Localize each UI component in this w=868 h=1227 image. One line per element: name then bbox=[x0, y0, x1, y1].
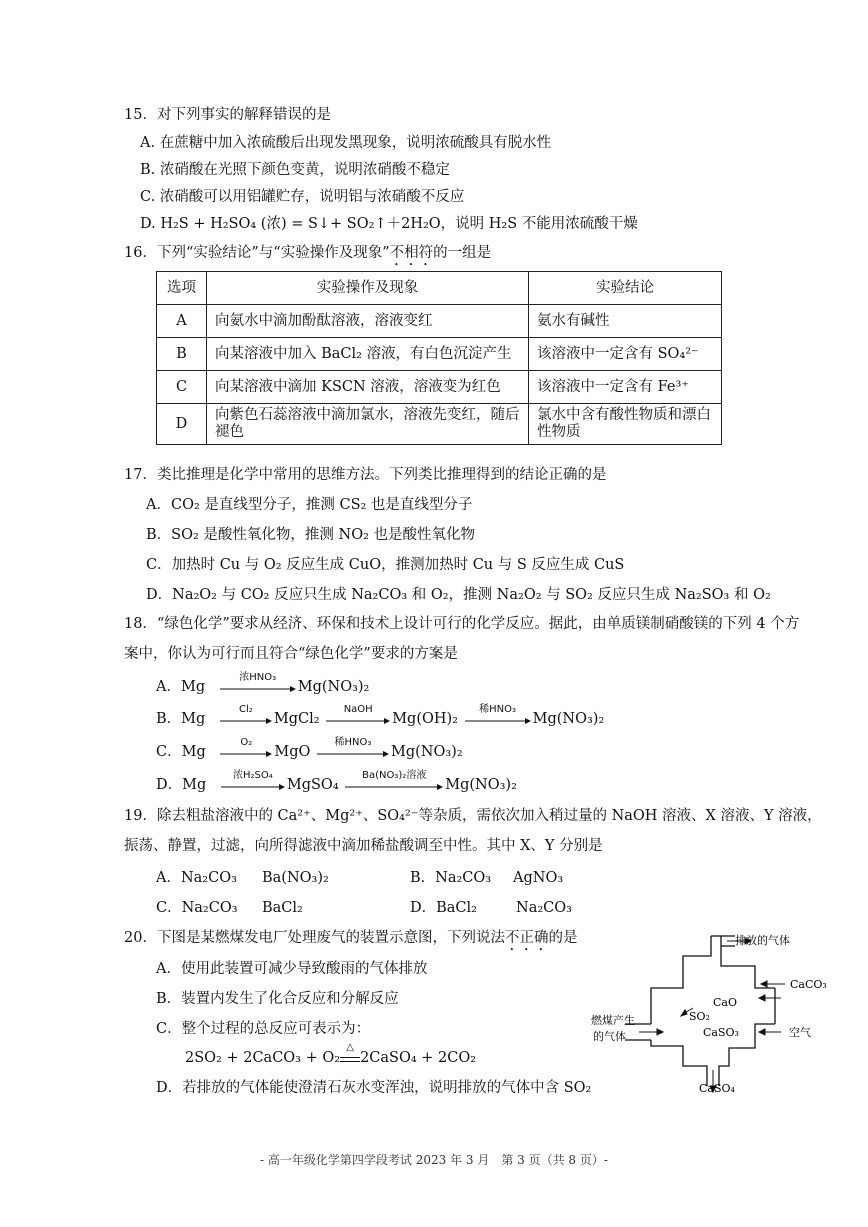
q20-option-a: A．使用此装置可减少导致酸雨的气体排放 bbox=[156, 961, 428, 977]
q15-stem: 15．对下列事实的解释错误的是 bbox=[124, 107, 331, 123]
q17-stem: 17．类比推理是化学中常用的思维方法。下列类比推理得到的结论正确的是 bbox=[124, 467, 607, 483]
reaction-arrow: 浓HNO₃ bbox=[220, 678, 296, 696]
q20-emphasis: 不正确 bbox=[504, 930, 549, 946]
diagram-label-caso3: CaSO₃ bbox=[703, 1026, 739, 1039]
q19-stem-line2: 振荡、静置，过滤，向所得滤液中滴加稀盐酸调至中性。其中 X、Y 分别是 bbox=[124, 838, 603, 854]
table-header: 实验结论 bbox=[529, 272, 722, 305]
flue-gas-apparatus-diagram bbox=[585, 928, 845, 1098]
q20-option-b: B．装置内发生了化合反应和分解反应 bbox=[156, 991, 399, 1007]
q18-option-b: B．Mg Cl₂ MgCl₂ NaOH Mg(OH)₂ 稀HNO₃ Mg(NO₃)₂ bbox=[156, 704, 605, 727]
q20-option-c: C．整个过程的总反应可表示为： bbox=[156, 1021, 371, 1037]
q18-stem-line1: 18．“绿色化学”要求从经济、环保和技术上设计可行的化学反应。据此，由单质镁制硝酸镁的下列 4 个方 bbox=[124, 616, 800, 632]
q19-option-c-y: BaCl₂ bbox=[262, 900, 303, 916]
reaction-arrow: O₂ bbox=[220, 743, 272, 761]
table-header: 选项 bbox=[157, 272, 207, 305]
q16-emphasis: 不相符 bbox=[389, 245, 434, 261]
q16-stem: 16．下列“实验结论”与“实验操作及现象”不相符的一组是 bbox=[124, 245, 492, 261]
q19-option-d: D．BaCl₂ bbox=[410, 900, 477, 916]
q15-option-d: D. H₂S + H₂SO₄ (浓) = S↓+ SO₂↑＋2H₂O，说明 H₂S 不能用浓硫酸干燥 bbox=[140, 216, 638, 232]
reaction-arrow: 浓H₂SO₄ bbox=[221, 776, 285, 794]
table-row: B 向某溶液中加入 BaCl₂ 溶液，有白色沉淀产生 该溶液中一定含有 SO₄²⁻ bbox=[157, 338, 722, 371]
table-row: C 向某溶液中滴加 KSCN 溶液，溶液变为红色 该溶液中一定含有 Fe³⁺ bbox=[157, 371, 722, 404]
diagram-label-exhaust: 排放的气体 bbox=[735, 934, 790, 947]
q19-option-b: B．Na₂CO₃ bbox=[410, 870, 492, 886]
q20-option-d: D．若排放的气体能使澄清石灰水变浑浊，说明排放的气体中含 SO₂ bbox=[156, 1080, 592, 1096]
q15-option-b: B. 浓硝酸在光照下颜色变黄，说明浓硝酸不稳定 bbox=[140, 162, 450, 178]
reaction-arrow: NaOH bbox=[326, 710, 390, 728]
q17-option-c: C．加热时 Cu 与 O₂ 反应生成 CuO，推测加热时 Cu 与 S 反应生成 CuS bbox=[146, 557, 625, 573]
table-header: 实验操作及现象 bbox=[207, 272, 529, 305]
q19-option-a: A．Na₂CO₃ bbox=[156, 870, 237, 886]
q18-option-d: D．Mg 浓H₂SO₄ MgSO₄ Ba(NO₃)₂溶液 Mg(NO₃)₂ bbox=[156, 770, 517, 793]
q17-option-d: D．Na₂O₂ 与 CO₂ 反应只生成 Na₂CO₃ 和 O₂，推测 Na₂O₂ 与 SO₂ 反应只生成 Na₂SO₃ 和 O₂ bbox=[146, 587, 771, 603]
q15-option-a: A. 在蔗糖中加入浓硫酸后出现发黑现象，说明浓硫酸具有脱水性 bbox=[140, 135, 552, 151]
q19-option-c: C．Na₂CO₃ bbox=[156, 900, 238, 916]
diagram-label-caco3: CaCO₃ bbox=[790, 978, 827, 991]
q19-option-a-y: Ba(NO₃)₂ bbox=[262, 870, 329, 886]
diagram-label-so2: SO₂ bbox=[689, 1010, 710, 1023]
q20-stem: 20．下图是某燃煤发电厂处理废气的装置示意图，下列说法不正确的是 bbox=[124, 930, 578, 946]
reaction-arrow: Ba(NO₃)₂溶液 bbox=[345, 776, 443, 794]
q19-option-b-y: AgNO₃ bbox=[513, 870, 564, 886]
diagram-label-coal-gas-1: 燃煤产生 bbox=[591, 1014, 635, 1027]
reaction-arrow: 稀HNO₃ bbox=[465, 710, 531, 728]
q19-stem-line1: 19．除去粗盐溶液中的 Ca²⁺、Mg²⁺、SO₄²⁻等杂质，需依次加入稍过量的 NaOH 溶液、X 溶液、Y 溶液， bbox=[124, 808, 822, 824]
q15-option-c: C. 浓硝酸可以用铝罐贮存，说明铝与浓硝酸不反应 bbox=[140, 189, 465, 205]
table-row: A 向氨水中滴加酚酞溶液，溶液变红 氨水有碱性 bbox=[157, 305, 722, 338]
q19-option-d-y: Na₂CO₃ bbox=[516, 900, 572, 916]
diagram-label-cao: CaO bbox=[713, 996, 737, 1009]
q17-option-b: B．SO₂ 是酸性氧化物，推测 NO₂ 也是酸性氧化物 bbox=[146, 527, 476, 543]
diagram-label-air: 空气 bbox=[789, 1026, 811, 1039]
q18-option-c: C．Mg O₂ MgO 稀HNO₃ Mg(NO₃)₂ bbox=[156, 737, 463, 760]
reaction-arrow: 稀HNO₃ bbox=[317, 743, 389, 761]
table-row: D 向紫色石蕊溶液中滴加氯水，溶液先变红，随后褪色 氯水中含有酸性物质和漂白性物质 bbox=[157, 404, 722, 445]
diagram-label-coal-gas-2: 的气体 bbox=[593, 1030, 626, 1043]
q17-option-a: A．CO₂ 是直线型分子，推测 CS₂ 也是直线型分子 bbox=[146, 497, 473, 513]
q18-option-a: A．Mg 浓HNO₃ Mg(NO₃)₂ bbox=[156, 672, 370, 695]
reaction-arrow: Cl₂ bbox=[220, 710, 272, 728]
q18-stem-line2: 案中，你认为可行而且符合“绿色化学”要求的方案是 bbox=[124, 646, 458, 662]
page-footer: - 高一年级化学第四学段考试 2023 年 3 月 第 3 页（共 8 页）- bbox=[260, 1153, 608, 1167]
q20-equation: 2SO₂ + 2CaCO₃ + O₂ △ 2CaSO₄ + 2CO₂ bbox=[185, 1042, 477, 1066]
q16-table bbox=[156, 271, 722, 445]
diagram-label-caso4: CaSO₄ bbox=[699, 1082, 735, 1095]
